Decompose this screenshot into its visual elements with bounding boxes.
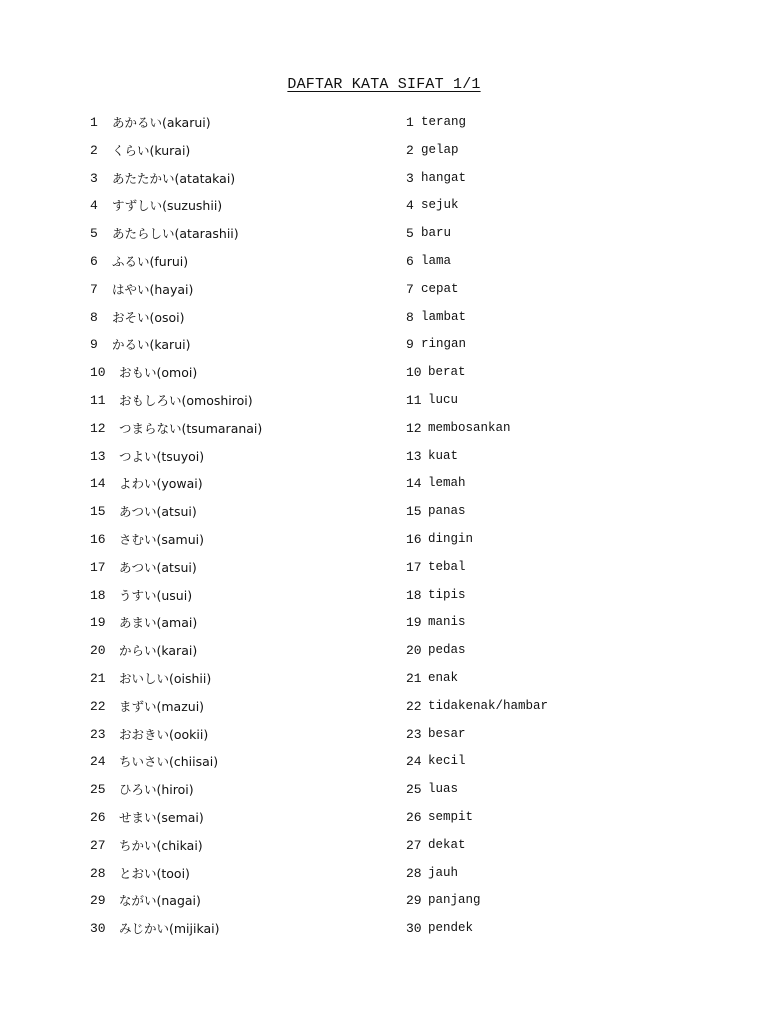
vocabulary-row: [0, 776, 768, 804]
japanese-item-number: 1: [90, 115, 98, 130]
indonesian-translation: pedas: [428, 643, 466, 658]
japanese-adjective: ながい(nagai): [119, 893, 201, 909]
indonesian-translation: manis: [428, 615, 466, 630]
japanese-adjective: おもしろい(omoshiroi): [119, 392, 253, 408]
indonesian-translation: panas: [428, 504, 466, 519]
vocabulary-row: [0, 721, 768, 749]
indonesian-item-number: 15: [406, 504, 422, 520]
japanese-item-number: 2: [90, 142, 98, 158]
vocabulary-row: [0, 498, 768, 526]
indonesian-item-number: 4: [406, 198, 414, 214]
japanese-item-number: 21: [90, 670, 106, 686]
indonesian-item-number: 14: [406, 476, 422, 492]
japanese-item-number: 14: [90, 476, 106, 492]
japanese-item-number: 17: [90, 559, 106, 575]
japanese-adjective: ふるい(furui): [112, 253, 189, 269]
indonesian-item-number: 2: [406, 142, 414, 158]
japanese-item-number: 3: [90, 170, 98, 186]
japanese-item-number: 11: [90, 392, 106, 408]
indonesian-translation: pendek: [428, 921, 474, 936]
japanese-adjective: くらい(kurai): [112, 142, 191, 158]
japanese-item-number: 27: [90, 837, 106, 853]
vocabulary-row: [0, 887, 768, 915]
japanese-item-number: 29: [90, 893, 106, 909]
indonesian-item-number: 9: [406, 337, 414, 353]
vocabulary-row: [0, 331, 768, 359]
indonesian-item-number: 6: [406, 253, 414, 269]
indonesian-item-number: 30: [406, 921, 422, 937]
indonesian-item-number: 1: [406, 115, 414, 130]
japanese-adjective: あかるい(akarui): [112, 115, 211, 130]
japanese-item-number: 28: [90, 865, 106, 881]
japanese-adjective: つまらない(tsumaranai): [119, 420, 263, 436]
indonesian-translation: lemah: [428, 476, 466, 491]
japanese-item-number: 25: [90, 782, 106, 798]
indonesian-translation: luas: [428, 782, 459, 797]
japanese-item-number: 8: [90, 309, 98, 325]
japanese-item-number: 23: [90, 726, 106, 742]
japanese-adjective: みじかい(mijikai): [119, 921, 220, 937]
indonesian-translation: berat: [428, 365, 466, 380]
japanese-item-number: 22: [90, 698, 106, 714]
vocabulary-row: [0, 804, 768, 832]
indonesian-item-number: 21: [406, 670, 422, 686]
vocabulary-row: [0, 220, 768, 248]
japanese-adjective: よわい(yowai): [119, 476, 203, 492]
vocabulary-row: [0, 276, 768, 304]
indonesian-item-number: 27: [406, 837, 422, 853]
indonesian-translation: kuat: [428, 448, 459, 463]
japanese-item-number: 13: [90, 448, 106, 464]
japanese-adjective: ひろい(hiroi): [119, 782, 194, 798]
page-title-text: DAFTAR KATA SIFAT 1/1: [287, 76, 481, 93]
indonesian-item-number: 13: [406, 448, 422, 464]
japanese-item-number: 10: [90, 365, 106, 381]
indonesian-translation: dingin: [428, 531, 474, 546]
indonesian-item-number: 24: [406, 754, 422, 770]
japanese-adjective: あたらしい(atarashii): [112, 226, 239, 242]
japanese-item-number: 12: [90, 420, 106, 436]
japanese-item-number: 6: [90, 253, 98, 269]
indonesian-translation: jauh: [428, 865, 459, 880]
vocabulary-row: [0, 609, 768, 637]
indonesian-item-number: 7: [406, 281, 414, 297]
indonesian-translation: sejuk: [421, 198, 459, 213]
page-title: [0, 76, 768, 93]
indonesian-item-number: 3: [406, 170, 414, 186]
japanese-item-number: 7: [90, 281, 98, 297]
vocabulary-row: [0, 165, 768, 193]
indonesian-translation: tipis: [428, 587, 466, 602]
vocabulary-row: [0, 248, 768, 276]
vocabulary-row: [0, 415, 768, 443]
indonesian-item-number: 22: [406, 698, 422, 714]
japanese-item-number: 26: [90, 809, 106, 825]
japanese-adjective: おもい(omoi): [119, 365, 198, 381]
vocabulary-row: [0, 665, 768, 693]
vocabulary-row: [0, 192, 768, 220]
japanese-adjective: うすい(usui): [119, 587, 193, 603]
japanese-adjective: まずい(mazui): [119, 698, 205, 714]
vocabulary-list: [0, 109, 768, 943]
japanese-adjective: おそい(osoi): [112, 309, 185, 325]
japanese-adjective: せまい(semai): [119, 809, 204, 825]
indonesian-item-number: 19: [406, 615, 422, 631]
japanese-adjective: おいしい(oishii): [119, 670, 212, 686]
indonesian-item-number: 12: [406, 420, 422, 436]
vocabulary-row: [0, 526, 768, 554]
japanese-adjective: あつい(atsui): [119, 559, 197, 575]
indonesian-translation: tidakenak/hambar: [428, 698, 549, 713]
vocabulary-row: [0, 554, 768, 582]
japanese-item-number: 24: [90, 754, 106, 770]
vocabulary-row: [0, 860, 768, 888]
japanese-item-number: 4: [90, 198, 98, 214]
indonesian-item-number: 5: [406, 226, 414, 242]
japanese-adjective: とおい(tooi): [119, 865, 190, 881]
indonesian-item-number: 29: [406, 893, 422, 909]
indonesian-item-number: 28: [406, 865, 422, 881]
indonesian-translation: tebal: [428, 559, 466, 574]
indonesian-item-number: 17: [406, 559, 422, 575]
indonesian-translation: dekat: [428, 837, 466, 852]
indonesian-translation: gelap: [421, 142, 459, 157]
japanese-adjective: かるい(karui): [112, 337, 191, 353]
indonesian-item-number: 11: [406, 392, 422, 408]
japanese-adjective: さむい(samui): [119, 531, 204, 547]
japanese-adjective: すずしい(suzushii): [112, 198, 223, 214]
vocabulary-row: [0, 109, 768, 137]
indonesian-translation: enak: [428, 670, 459, 685]
japanese-item-number: 20: [90, 643, 106, 659]
japanese-item-number: 19: [90, 615, 106, 631]
indonesian-item-number: 18: [406, 587, 422, 603]
indonesian-translation: cepat: [421, 281, 459, 296]
japanese-adjective: あまい(amai): [119, 615, 198, 631]
japanese-item-number: 18: [90, 587, 106, 603]
indonesian-item-number: 25: [406, 782, 422, 798]
indonesian-translation: panjang: [428, 893, 481, 908]
vocabulary-row: [0, 832, 768, 860]
indonesian-item-number: 20: [406, 643, 422, 659]
indonesian-translation: terang: [421, 115, 467, 129]
indonesian-item-number: 10: [406, 365, 422, 381]
japanese-adjective: からい(karai): [119, 643, 198, 659]
japanese-item-number: 15: [90, 504, 106, 520]
indonesian-translation: kecil: [428, 754, 466, 769]
japanese-adjective: つよい(tsuyoi): [119, 448, 205, 464]
indonesian-item-number: 26: [406, 809, 422, 825]
indonesian-item-number: 8: [406, 309, 414, 325]
vocabulary-row: [0, 443, 768, 471]
indonesian-item-number: 23: [406, 726, 422, 742]
vocabulary-row: [0, 693, 768, 721]
japanese-adjective: あたたかい(atatakai): [112, 170, 236, 186]
vocabulary-row: [0, 637, 768, 665]
japanese-adjective: おおきい(ookii): [119, 726, 209, 742]
vocabulary-row: [0, 304, 768, 332]
indonesian-translation: membosankan: [428, 420, 511, 435]
indonesian-translation: lama: [421, 253, 452, 268]
indonesian-translation: hangat: [421, 170, 467, 185]
indonesian-translation: lucu: [428, 392, 459, 407]
indonesian-translation: besar: [428, 726, 466, 741]
vocabulary-row: [0, 387, 768, 415]
japanese-item-number: 16: [90, 531, 106, 547]
indonesian-translation: ringan: [421, 337, 467, 352]
vocabulary-row: [0, 582, 768, 610]
indonesian-translation: lambat: [421, 309, 467, 324]
vocabulary-row: [0, 137, 768, 165]
indonesian-item-number: 16: [406, 531, 422, 547]
vocabulary-row: [0, 470, 768, 498]
japanese-item-number: 5: [90, 226, 98, 242]
japanese-item-number: 30: [90, 921, 106, 937]
japanese-adjective: ちいさい(chiisai): [119, 754, 219, 770]
japanese-adjective: はやい(hayai): [112, 281, 194, 297]
japanese-item-number: 9: [90, 337, 98, 353]
vocabulary-row: [0, 748, 768, 776]
vocabulary-row: [0, 915, 768, 943]
japanese-adjective: ちかい(chikai): [119, 837, 203, 853]
vocabulary-row: [0, 359, 768, 387]
japanese-adjective: あつい(atsui): [119, 504, 197, 520]
indonesian-translation: sempit: [428, 809, 474, 824]
indonesian-translation: baru: [421, 226, 452, 241]
